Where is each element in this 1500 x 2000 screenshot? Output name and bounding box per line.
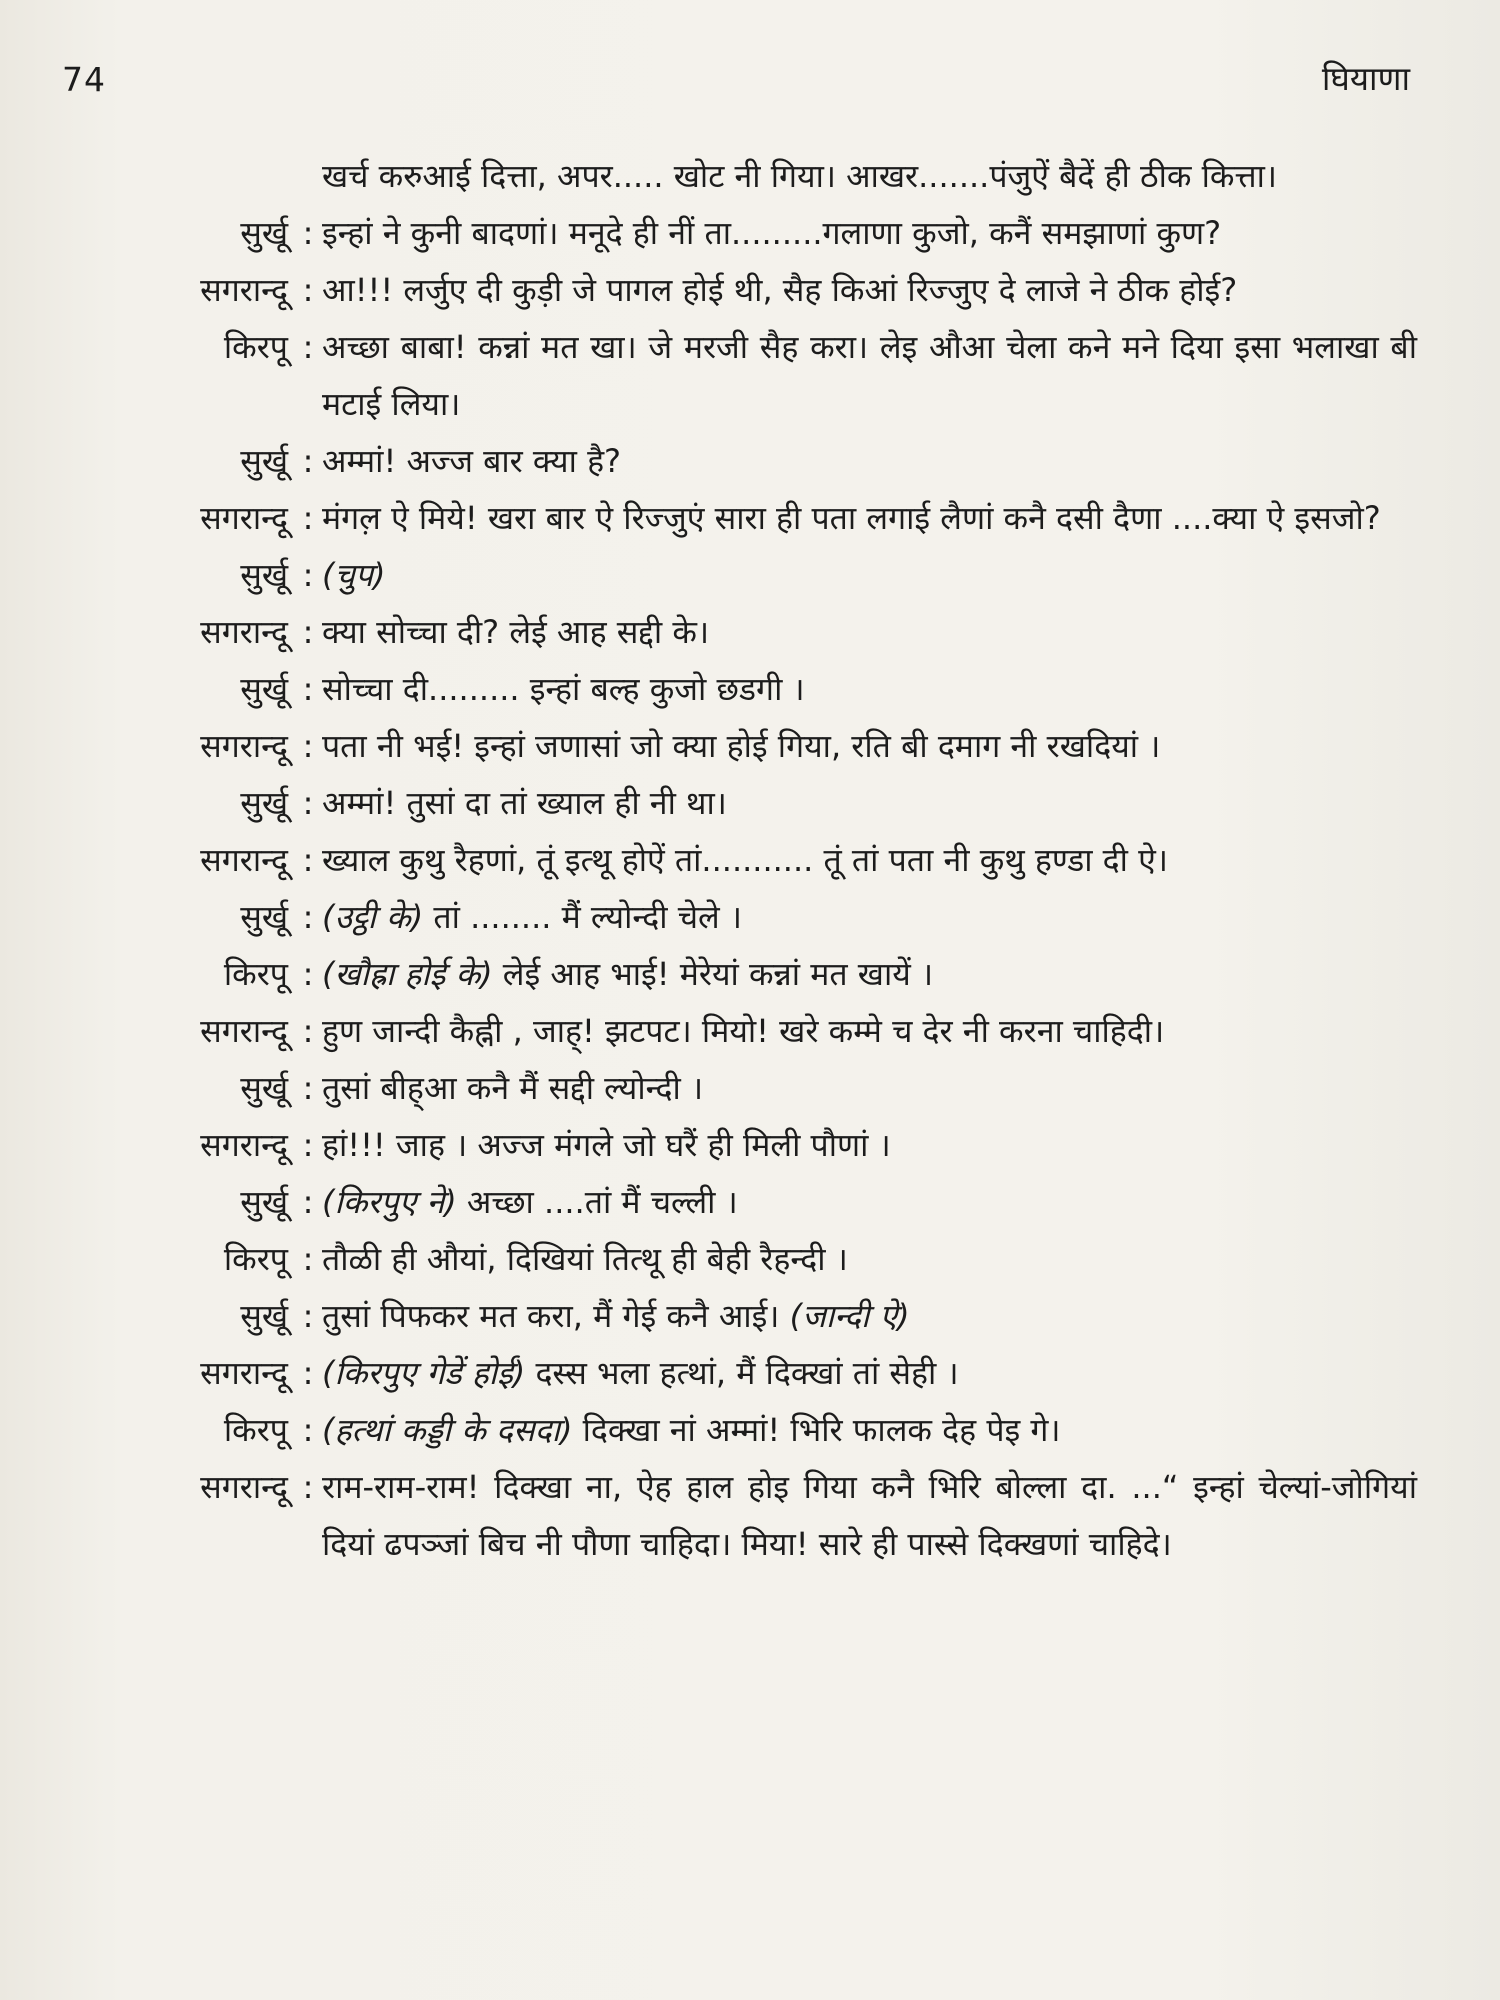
speech-words: सोच्चा दी......... इन्हां बल्ह कुजो छडगी । bbox=[322, 670, 805, 708]
speech-words: तुसां पिफकर मत करा, मैं गेई कनै आई। bbox=[322, 1297, 790, 1335]
dialogue-line bbox=[0, 832, 1500, 889]
speech-text bbox=[322, 433, 1417, 490]
stage-direction: (उट्ठी के) bbox=[322, 898, 424, 936]
speech-text bbox=[322, 718, 1417, 775]
speech-words: ख्याल कुथु रैहणां, तूं इत्थू होऐं तां........... तूं तां पता नी कुथु हण्डा दी ऐ। bbox=[322, 841, 1168, 879]
speech-words: तां ........ मैं ल्योन्दी चेले । bbox=[423, 898, 743, 936]
speaker-name: सुर्खू bbox=[240, 556, 288, 594]
speaker-colon: : bbox=[302, 1183, 314, 1221]
page-number: 74 bbox=[62, 60, 106, 99]
speech-words: दिक्खा नां अम्मां! भिरि फालक देह पेइ गे। bbox=[572, 1411, 1061, 1449]
speech-words: पता नी भई! इन्हां जणासां जो क्या होई गिया, रति बी दमाग नी रखदियां । bbox=[322, 727, 1161, 765]
speaker-colon: : bbox=[302, 556, 314, 594]
dialogue-line bbox=[0, 1117, 1500, 1174]
dialogue-line bbox=[0, 661, 1500, 718]
stage-direction: (किरपुए ने) bbox=[322, 1183, 457, 1221]
speaker-name: किरपू bbox=[223, 955, 288, 993]
speaker-colon: : bbox=[302, 1297, 314, 1335]
dialogue-line bbox=[0, 319, 1500, 433]
stage-direction: (किरपुए गेडें होई) bbox=[322, 1354, 526, 1392]
speaker-colon: : bbox=[302, 214, 314, 252]
speech-words: तुसां बीह्आ कनै मैं सद्दी ल्योन्दी । bbox=[322, 1069, 704, 1107]
speaker-name: किरपू bbox=[223, 1411, 288, 1449]
speaker-name: सुर्खू bbox=[240, 898, 288, 936]
dialogue-line bbox=[0, 1231, 1500, 1288]
speaker-colon: : bbox=[302, 613, 314, 651]
speech-text bbox=[322, 1060, 1417, 1117]
dialogue-line bbox=[0, 547, 1500, 604]
speaker-name: किरपू bbox=[223, 328, 288, 366]
dialogue-line bbox=[0, 1345, 1500, 1402]
speaker-name: सगरान्दू bbox=[200, 1354, 288, 1392]
speech-words: अम्मां! अज्ज बार क्या है? bbox=[322, 442, 622, 480]
speech-words: इन्हां ने कुनी बादणां। मनूदे ही नीं ता.........गलाणा कुजो, कनैं समझाणां कुण? bbox=[322, 214, 1222, 252]
speaker-name: सगरान्दू bbox=[200, 499, 288, 537]
speech-text bbox=[322, 1174, 1417, 1231]
speaker-name: सगरान्दू bbox=[200, 1126, 288, 1164]
speaker-name: सगरान्दू bbox=[200, 1468, 288, 1506]
stage-direction: (हत्थां कड्डी के दसदा) bbox=[322, 1411, 573, 1449]
dialogue-line bbox=[0, 1459, 1500, 1573]
speech-text bbox=[322, 1231, 1417, 1288]
speaker-name: सुर्खू bbox=[240, 442, 288, 480]
stage-direction: (चुप) bbox=[322, 556, 386, 594]
speaker-name: सुर्खू bbox=[240, 1297, 288, 1335]
speech-words: मंगल़ ऐ मिये! खरा बार ऐ रिज्जुएं सारा ही पता लगाई लैणां कनै दसी दैणा ....क्या ऐ इसजो? bbox=[322, 499, 1381, 537]
speech-words: दस्स भला हत्थां, मैं दिक्खां तां सेही । bbox=[525, 1354, 959, 1392]
speech-text bbox=[322, 1345, 1417, 1402]
speaker-name: सुर्खू bbox=[240, 1069, 288, 1107]
dialogue-line bbox=[0, 1003, 1500, 1060]
speaker-colon: : bbox=[302, 841, 314, 879]
speech-words: अम्मां! तुसां दा तां ख्याल ही नी था। bbox=[322, 784, 727, 822]
dialogue-line bbox=[0, 148, 1500, 205]
speaker-name: सगरान्दू bbox=[200, 613, 288, 651]
speaker-colon: : bbox=[302, 1411, 314, 1449]
speaker-colon: : bbox=[302, 328, 314, 366]
speaker-name: सगरान्दू bbox=[200, 1012, 288, 1050]
dialogue-line bbox=[0, 604, 1500, 661]
speech-text bbox=[322, 1003, 1417, 1060]
dialogue-line bbox=[0, 1288, 1500, 1345]
speaker-colon: : bbox=[302, 442, 314, 480]
speaker-name: सगरान्दू bbox=[200, 271, 288, 309]
speech-words: हुण जान्दी कैह्नी , जाह्! झटपट। मियो! खरे कम्मे च देर नी करना चाहिदी। bbox=[322, 1012, 1165, 1050]
speaker-name: सगरान्दू bbox=[200, 841, 288, 879]
speaker-colon: : bbox=[302, 1240, 314, 1278]
speech-words: तौळी ही औयां, दिखियां तित्थू ही बेही रैहन्दी । bbox=[322, 1240, 848, 1278]
dialogue-line bbox=[0, 1174, 1500, 1231]
stage-direction-after: (जान्दी ऐ) bbox=[789, 1297, 910, 1335]
running-title: घियाणा bbox=[1321, 59, 1410, 98]
dialogue-line bbox=[0, 262, 1500, 319]
speech-text bbox=[322, 775, 1417, 832]
speech-words: आ!!! लर्जुए दी कुड़ी जे पागल होई थी, सैह किआं रिज्जुए दे लाजे ने ठीक होई? bbox=[322, 271, 1238, 309]
speech-text bbox=[322, 262, 1417, 319]
speech-words: अच्छा ....तां मैं चल्ली । bbox=[456, 1183, 738, 1221]
speech-text bbox=[322, 1459, 1417, 1573]
speaker-colon: : bbox=[302, 727, 314, 765]
speaker-name: सुर्खू bbox=[240, 1183, 288, 1221]
speech-text bbox=[322, 946, 1417, 1003]
dialogue-line bbox=[0, 433, 1500, 490]
speaker-colon: : bbox=[302, 1468, 314, 1506]
speech-words: क्या सोच्चा दी? लेई आह सद्दी के। bbox=[322, 613, 710, 651]
speech-text bbox=[322, 490, 1417, 547]
speaker-colon: : bbox=[302, 898, 314, 936]
speaker-name: सगरान्दू bbox=[200, 727, 288, 765]
speech-words: राम-राम-राम! दिक्खा ना, ऐह हाल होइ गिया कनै भिरि बोल्ला दा. ...“ इन्हां चेल्यां-जोगियां दियां ढपञ्जां बिच नी पौणा चाहिदा। मिया! सारे ही पास्से दिक्खणां चाहिदे। bbox=[322, 1468, 1417, 1563]
speaker-colon: : bbox=[302, 499, 314, 537]
speech-text bbox=[322, 319, 1417, 433]
speech-text bbox=[322, 205, 1417, 262]
speaker-colon: : bbox=[302, 1069, 314, 1107]
speech-words: हां!!! जाह । अज्ज मंगले जो घरैं ही मिली पौणां । bbox=[322, 1126, 891, 1164]
speech-words: अच्छा बाबा! कन्नां मत खा। जे मरजी सैह करा। लेइ औआ चेला कने मने दिया इसा भलाखा बी मटाई लिया। bbox=[322, 328, 1417, 423]
dialogue-line bbox=[0, 775, 1500, 832]
dialogue-line bbox=[0, 718, 1500, 775]
speaker-colon: : bbox=[302, 1354, 314, 1392]
speaker-colon: : bbox=[302, 670, 314, 708]
stage-direction: (खौह्रा होई के) bbox=[322, 955, 493, 993]
speech-text bbox=[322, 1117, 1417, 1174]
speaker-name: सुर्खू bbox=[240, 214, 288, 252]
speech-text bbox=[322, 1402, 1417, 1459]
speaker-name: किरपू bbox=[223, 1240, 288, 1278]
dialogue-line bbox=[0, 490, 1500, 547]
speech-text bbox=[322, 148, 1417, 205]
speech-text bbox=[322, 547, 1417, 604]
dialogue-line bbox=[0, 1060, 1500, 1117]
dialogue-line bbox=[0, 205, 1500, 262]
speaker-colon: : bbox=[302, 271, 314, 309]
speaker-colon: : bbox=[302, 784, 314, 822]
speaker-colon: : bbox=[302, 1012, 314, 1050]
speech-words: खर्च करुआई दित्ता, अपर..... खोट नी गिया। आखर.......पंजुऐं बैदें ही ठीक कित्ता। bbox=[322, 157, 1278, 195]
dialogue-line bbox=[0, 889, 1500, 946]
dialogue-body bbox=[0, 148, 1500, 1573]
speaker-name: सुर्खू bbox=[240, 784, 288, 822]
speech-text bbox=[322, 889, 1417, 946]
dialogue-line bbox=[0, 946, 1500, 1003]
speech-text bbox=[322, 661, 1417, 718]
speaker-name: सुर्खू bbox=[240, 670, 288, 708]
speech-text bbox=[322, 1288, 1417, 1345]
speaker-colon: : bbox=[302, 955, 314, 993]
speaker-colon: : bbox=[302, 1126, 314, 1164]
speech-text bbox=[322, 832, 1417, 889]
speech-text bbox=[322, 604, 1417, 661]
dialogue-line bbox=[0, 1402, 1500, 1459]
speech-words: लेई आह भाई! मेरेयां कन्नां मत खायें । bbox=[492, 955, 934, 993]
